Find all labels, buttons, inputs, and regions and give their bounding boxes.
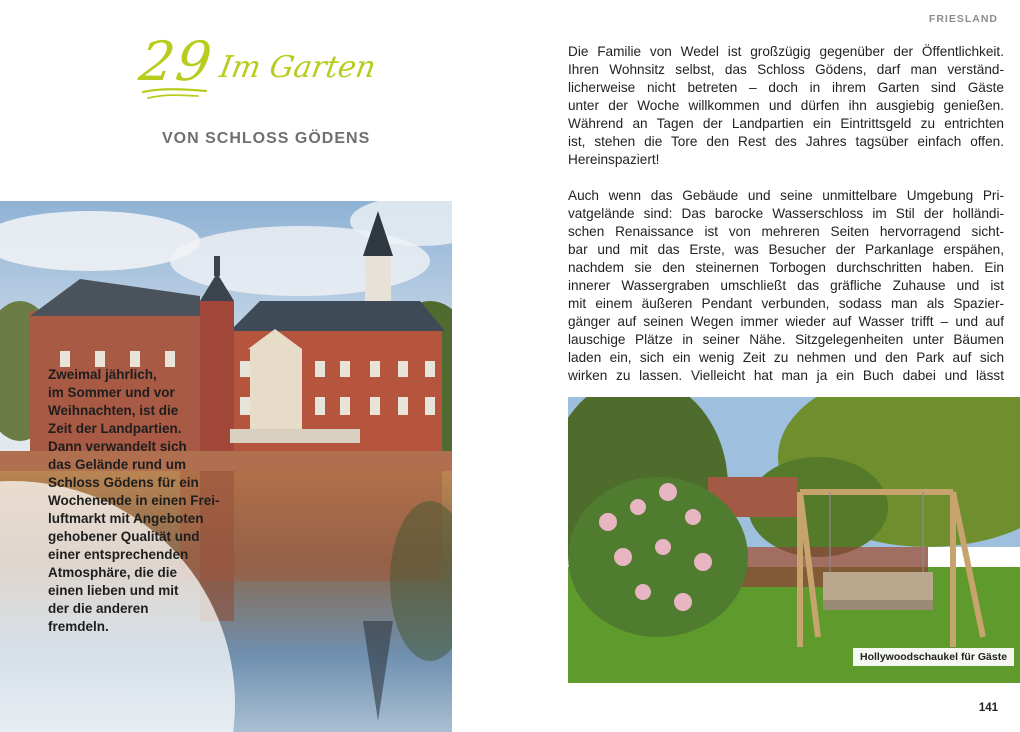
sidebar-note-line: Schloss Gödens für ein [48,475,199,490]
garden-illustration [568,397,1020,683]
body-line: schen Renaissance ist von mehreren Seiten hervorragend sicht- [568,224,1004,239]
garden-swing-photo [568,397,1020,683]
body-line: laden ein, sich ein wenig Zeit zu nehmen und den Park auf sich [568,350,1004,365]
body-line: nachdem sie den steinernen Torbogen durchschritten haben. Ein [568,260,1004,275]
body-line: bar und mit das Erste, was Besucher der Parkanlage erspähen, [568,242,1004,257]
body-line: innerer Wassergraben umschließt das gräfliche Zuhause und ist [568,278,1004,293]
sidebar-note-line: Dann verwandelt sich [48,439,187,454]
body-line: lauschige Plätze in seiner Nähe. Sitzgelegenheiten unter Bäumen [568,332,1004,347]
photo-caption: Hollywoodschaukel für Gäste [853,648,1014,666]
body-line: Ihren Wohnsitz selbst, das Schloss Gödens, darf man verständ- [568,62,1004,77]
sidebar-note-line: Atmosphäre, die die [48,565,178,580]
sidebar-note-line: der die anderen [48,601,149,616]
sidebar-note-line: einer entsprechenden [48,547,189,562]
body-line: Die Familie von Wedel ist großzügig gegenüber der Öffentlichkeit. [568,44,1004,59]
chapter-heading [135,30,470,110]
body-line: gänger auf seinen Wegen immer wieder auf Wasser trifft – und auf [568,314,1004,329]
right-page [510,0,1020,732]
chapter-swash-decoration [140,86,210,102]
body-line: unter der Woche willkommen und dürfen ihn ausgiebig genießen. [568,98,1004,113]
sidebar-note-line: Zeit der Landpartien. [48,421,182,436]
body-text [568,43,1004,385]
sidebar-note-line: im Sommer und vor [48,385,175,400]
sidebar-note-line: Zweimal jährlich, [48,367,157,382]
sidebar-note-line: Wochenende in einen Frei- [48,493,220,508]
chapter-subtitle: VON SCHLOSS GÖDENS [162,130,371,147]
body-line: Während an Tagen der Landpartien ein Eintrittsgeld zu entrichten [568,116,1004,131]
sidebar-note-line: Weihnachten, ist die [48,403,179,418]
section-label: FRIESLAND [928,13,998,25]
body-line: ist, stehen die Tore den Rest des Jahres tagsüber einfach offen. [568,134,1004,149]
body-line: Auch wenn das Gebäude und seine unmittelbare Umgebung Pri- [568,188,1004,203]
body-line: vatgelände sind: Das barocke Wasserschloss im Stil der holländi- [568,206,1004,221]
body-line: Hereinspaziert! [568,152,660,167]
sidebar-note-line: fremdeln. [48,619,109,634]
sidebar-note-line: das Gelände rund um [48,457,187,472]
sidebar-note [48,366,228,636]
sidebar-note-line: gehobener Qualität und [48,529,200,544]
body-line: wirken zu lassen. Vielleicht hat man ja ein Buch dabei und lässt [568,368,1004,383]
body-line: mit einem äußeren Pendant verbunden, sodass man als Spazier- [568,296,1004,311]
chapter-number: 29 [135,30,218,93]
chapter-title: Im Garten [217,50,379,85]
body-line: licherweise nicht betreten – doch in ihrem Garten sind Gäste [568,80,1004,95]
sidebar-note-line: einen lieben und mit [48,583,179,598]
page-number: 141 [978,702,998,714]
paragraph-gap [568,169,1004,187]
sidebar-note-line: luftmarkt mit Angeboten [48,511,204,526]
